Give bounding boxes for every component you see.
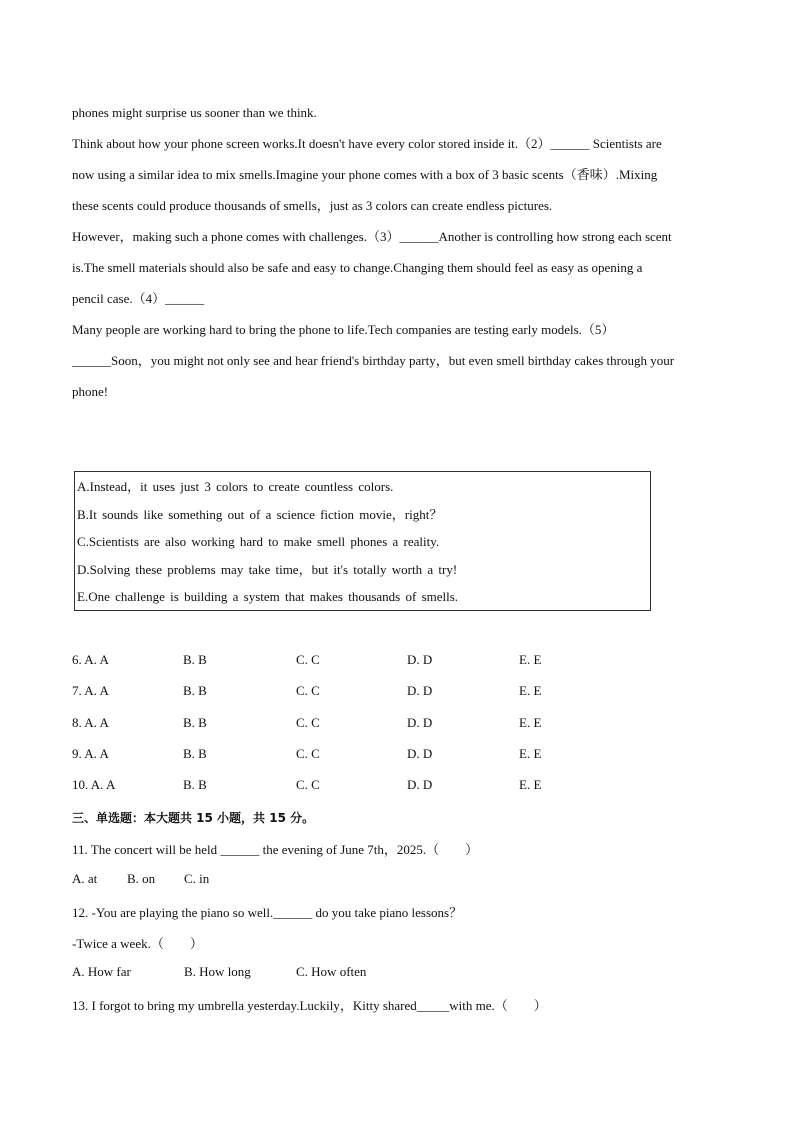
passage-line: ______Soon，you might not only see and hear friend's birthday party，but even smell birthday cakes through your bbox=[72, 353, 675, 368]
section-heading: 三、单选题：本大题共 15 小题，共 15 分。 bbox=[72, 811, 315, 825]
option-d: D.Solving these problems may take time，but it's totally worth a try! bbox=[77, 561, 458, 577]
option-a: A.Instead，it uses just 3 colors to create countless colors. bbox=[77, 479, 394, 494]
answer-choice-b[interactable]: B. B bbox=[183, 777, 207, 792]
answer-choice-c[interactable]: C. C bbox=[296, 652, 320, 667]
answer-choice-a[interactable]: 9. A. A bbox=[72, 746, 109, 761]
passage-line: However，making such a phone comes with challenges.（3）______Another is controlling how strong each scent bbox=[72, 229, 672, 244]
answer-choice-c[interactable]: C. C bbox=[296, 715, 320, 730]
answer-choice-b[interactable]: B. B bbox=[183, 683, 207, 698]
answer-row-6 bbox=[72, 652, 712, 672]
passage-line: these scents could produce thousands of smells，just as 3 colors can create endless pictures. bbox=[72, 198, 553, 213]
answer-choice-e[interactable]: E. E bbox=[519, 777, 542, 792]
answer-row-8 bbox=[72, 715, 712, 735]
passage-line: phone! bbox=[72, 384, 109, 399]
question-11-stem: 11. The concert will be held ______ the evening of June 7th，2025.（ ） bbox=[72, 842, 479, 857]
passage-line: pencil case.（4）______ bbox=[72, 291, 205, 306]
question-11-choices bbox=[72, 871, 472, 891]
answer-row-10 bbox=[72, 777, 712, 797]
question-12-reply: -Twice a week.（ ） bbox=[72, 936, 203, 951]
question-12-choices bbox=[72, 964, 472, 984]
answer-choice-a[interactable]: 8. A. A bbox=[72, 715, 109, 730]
passage-line: is.The smell materials should also be safe and easy to change.Changing them should feel as easy as opening a bbox=[72, 260, 643, 275]
option-b: B.It sounds like something out of a science fiction movie，right？ bbox=[77, 506, 443, 522]
choice-b[interactable]: B. on bbox=[127, 871, 156, 886]
answer-choice-d[interactable]: D. D bbox=[407, 746, 433, 761]
passage-line: phones might surprise us sooner than we think. bbox=[72, 105, 317, 120]
answer-choice-b[interactable]: B. B bbox=[183, 652, 207, 667]
answer-choice-b[interactable]: B. B bbox=[183, 746, 207, 761]
answer-choice-a[interactable]: 10. A. A bbox=[72, 777, 116, 792]
answer-choice-c[interactable]: C. C bbox=[296, 777, 320, 792]
answer-choice-d[interactable]: D. D bbox=[407, 777, 433, 792]
answer-choice-d[interactable]: D. D bbox=[407, 683, 433, 698]
choice-a[interactable]: A. How far bbox=[72, 964, 131, 979]
passage-line: Think about how your phone screen works.It doesn't have every color stored inside it.（2）______ Scientists are bbox=[72, 136, 662, 151]
answer-choice-c[interactable]: C. C bbox=[296, 746, 320, 761]
choice-c[interactable]: C. in bbox=[184, 871, 210, 886]
answer-choice-e[interactable]: E. E bbox=[519, 746, 542, 761]
passage-line: Many people are working hard to bring the phone to life.Tech companies are testing early models.（5） bbox=[72, 322, 615, 337]
answer-choice-a[interactable]: 6. A. A bbox=[72, 652, 109, 667]
answer-choice-b[interactable]: B. B bbox=[183, 715, 207, 730]
answer-choice-e[interactable]: E. E bbox=[519, 715, 542, 730]
question-12-stem: 12. -You are playing the piano so well.______ do you take piano lessons？ bbox=[72, 905, 463, 920]
reading-passage bbox=[72, 97, 727, 407]
answer-choice-c[interactable]: C. C bbox=[296, 683, 320, 698]
options-box bbox=[74, 471, 651, 611]
answer-row-7 bbox=[72, 683, 712, 703]
answer-choice-e[interactable]: E. E bbox=[519, 683, 542, 698]
answer-row-9 bbox=[72, 746, 712, 766]
question-13-stem: 13. I forgot to bring my umbrella yesterday.Luckily，Kitty shared_____with me.（ ） bbox=[72, 998, 547, 1013]
answer-choice-e[interactable]: E. E bbox=[519, 652, 542, 667]
choice-a[interactable]: A. at bbox=[72, 871, 98, 886]
choice-c[interactable]: C. How often bbox=[296, 964, 367, 979]
option-c: C.Scientists are also working hard to make smell phones a reality. bbox=[77, 534, 440, 549]
answer-choice-a[interactable]: 7. A. A bbox=[72, 683, 109, 698]
choice-b[interactable]: B. How long bbox=[184, 964, 251, 979]
answer-choice-d[interactable]: D. D bbox=[407, 652, 433, 667]
passage-line: now using a similar idea to mix smells.Imagine your phone comes with a box of 3 basic scents（香味）.Mixing bbox=[72, 167, 658, 182]
answer-choice-d[interactable]: D. D bbox=[407, 715, 433, 730]
option-e: E.One challenge is building a system that makes thousands of smells. bbox=[77, 589, 459, 604]
